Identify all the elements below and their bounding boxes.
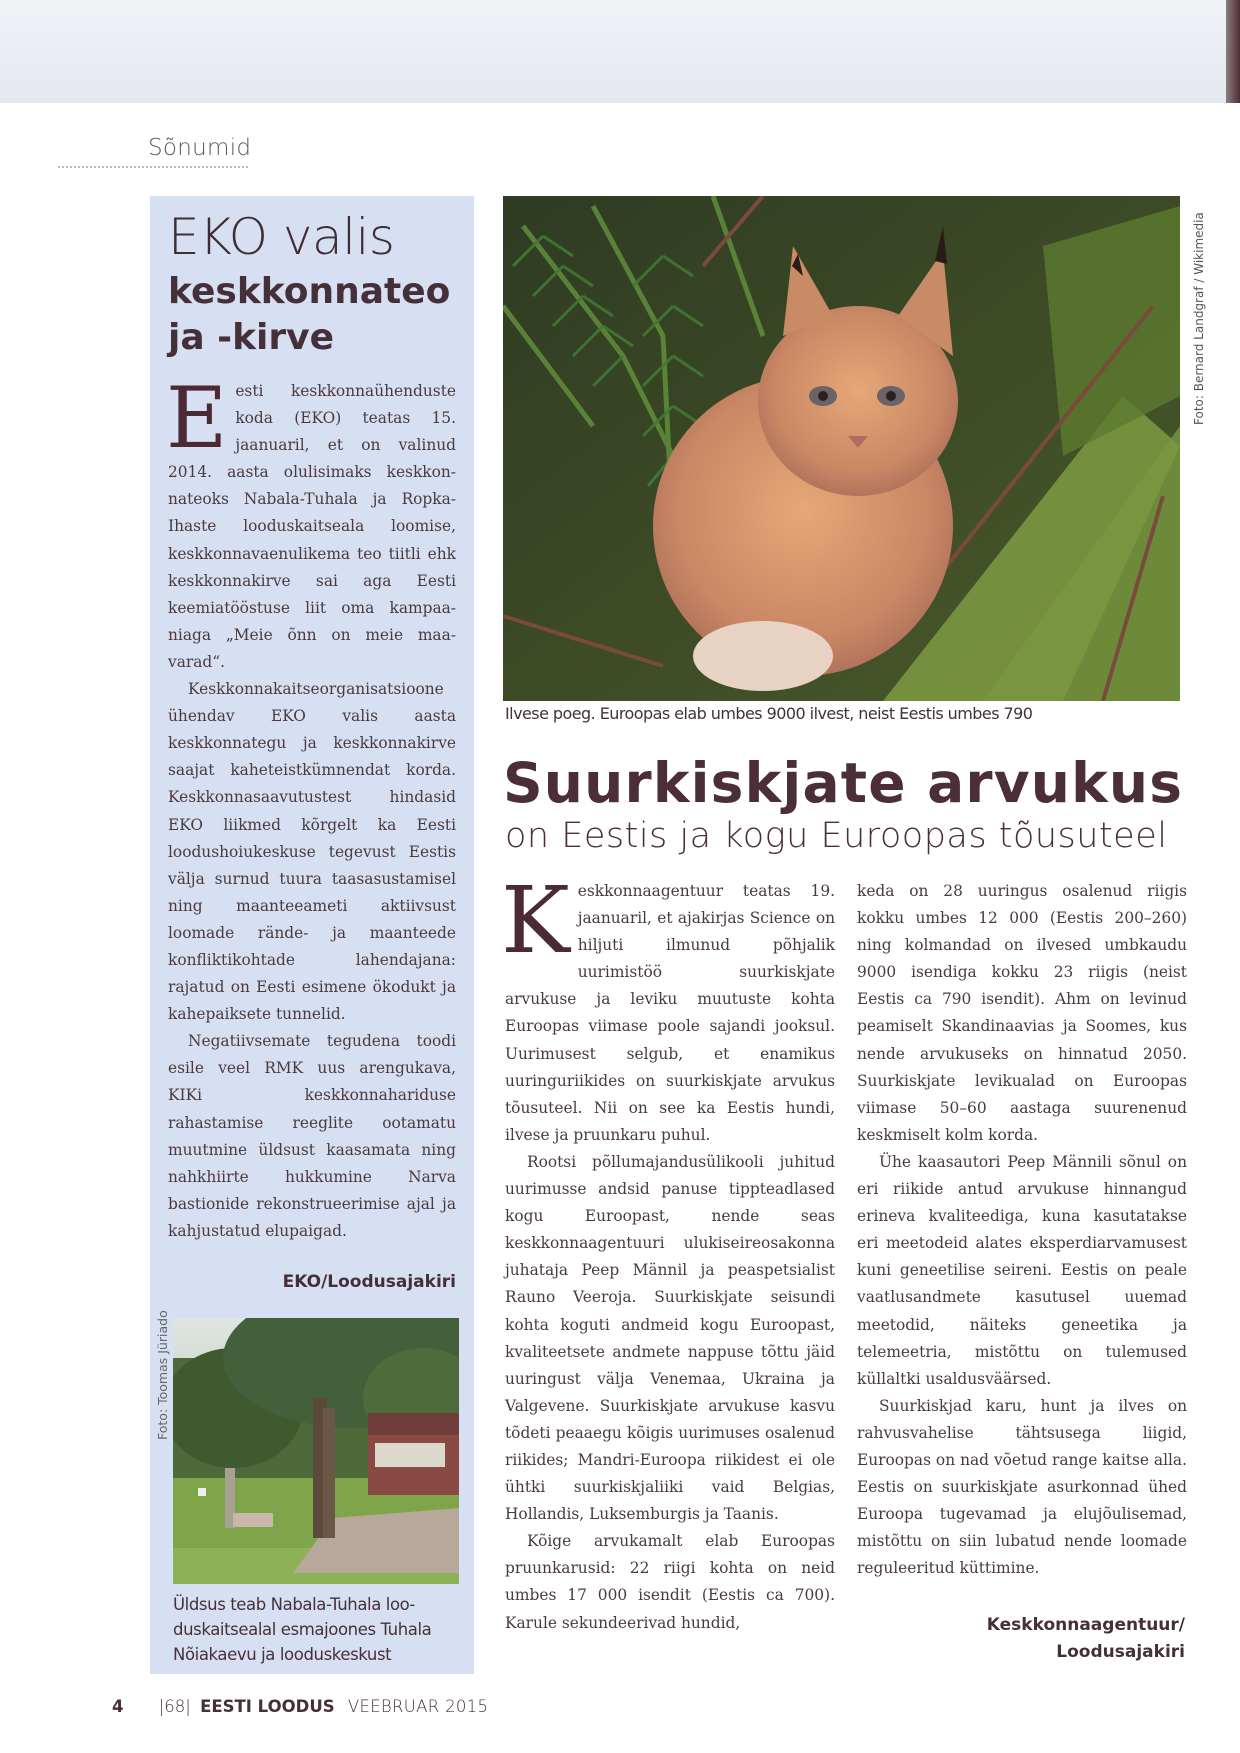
park-photo-image (173, 1318, 459, 1584)
park-photo (173, 1318, 459, 1584)
sidebar-paragraph: Eesti keskkonnaühenduste koda (EKO) teatas 15. jaanuaril, et on valinud 2014. aasta olulisimaks keskkonnateoks Nabala-Tuhala ja Ropka-Ihaste looduskaitseala loomise, keskkonnavaenulikema teo tiitli ehk keskkonnakirve sai aga Eesti keemiatööstuse liit oma kampaaniaga „Meie õnn on meie maavarad“. (166, 369, 456, 671)
article-headline: Suurkiskjate arvukus (503, 751, 1184, 815)
article-signature (857, 1612, 1185, 1666)
sidebar-photo-caption: Üldsus teab Nabala-Tuhala looduskaitsealal esmajoones Tuhala Nõiakaevu ja looduskeskust (173, 1595, 432, 1664)
sidebar-paragraph: Keskkonnakaitseorganisatsioone ühendav EKO valis aasta keskkonnategu ja keskkonnakirve saajat kaheteistkümnendat korda. Keskkonnasaavutustest hindasid EKO liikmed kõrgelt ka Eesti loodushoiukeskuse tegevust Eestis välja surnud tuura taasasustamisel ning maanteeameti aktiivsust loomade rände- ja maanteede konfliktikohtade lahendajana: rajatud on Eesti esimene ökodukt ja kahepaiksete tunnelid. (168, 680, 456, 1024)
main-photo-credit: Foto: Bernard Landgraf / Wikimedia (1192, 212, 1206, 425)
sidebar-signature: EKO/Loodusajakiri (282, 1272, 456, 1292)
sidebar-paragraph: Negatiivsemate tegudena toodi esile veel RMK uus arengukava, KIKi keskkonnahariduse rahastamise reeglite ootamatu muutmine üldsust kaasamata ning nahkhiirte hukkumine Narva bastionide rekonstrueerimise ajal ja kahjustatud elupaigad. (168, 1032, 456, 1240)
page-footer (112, 1697, 488, 1716)
lynx-photo-image (503, 196, 1180, 701)
sidebar-photo-credit: Foto: Toomas Jüriado (155, 1310, 170, 1440)
article-column-1 (501, 867, 835, 1637)
drop-cap: E (166, 369, 228, 467)
signature-line: Loodusajakiri (1056, 1642, 1185, 1662)
article-column-2 (857, 878, 1187, 1582)
signature-line: Keskkonnaagentuur/ (986, 1615, 1185, 1635)
article-paragraph: keda on 28 uuringus osalenud riigis kokku umbes 12 000 (Eestis 200–260) ning kolmandad on ilvesed umbkaudu 9000 isendiga kokku 23 riigis (neist Eestis ca 790 isendit). Ahm on levinud peamiselt Skandinaavias ja Soomes, kus nende arvukuseks on hinnatud 2050. Suurkiskjate levikualad on Euroopas viimase 50–60 aastaga suurenenud keskmiselt kolm korda. (857, 882, 1187, 1144)
scan-background-top (0, 0, 1240, 103)
drop-cap: K (501, 867, 570, 974)
sidebar-title-line: ja -kirve (168, 317, 335, 358)
page-number: 4 (112, 1697, 124, 1716)
issue-date: VEEBRUAR 2015 (347, 1697, 489, 1716)
section-dotted-rule (58, 166, 248, 168)
article-paragraph: Rootsi põllumajandusülikooli juhitud uurimusse andsid panuse tippteadlased kogu Euroopast, nende seas keskkonnaagentuuri ulukiseireosakonna juhataja Peep Männil ja peaspetsialist Rauno Veeroja. Suurkiskjate seisundi kohta koguti andmeid kogu Euroopast, kvaliteetsete andmete nappuse tõttu jäid uuringust välja Venemaa, Ukraina ja Valgevene. Suurkiskjate arvukuse kasvu tõdeti peaaegu kõigis uurimuses osalenud riikides; Mandri-Euroopa riikidest ei ole ühtki suurkiskjaliiki vaid Belgias, Hollandis, Luksemburgis ja Taanis. (505, 1152, 835, 1524)
section-label: Sõnumid (148, 135, 252, 161)
scan-edge-right (1226, 0, 1240, 110)
article-subheadline: on Eestis ja kogu Euroopas tõusuteel (505, 816, 1168, 856)
article-paragraph: Kõige arvukamalt elab Euroopas pruunkarusid: 22 riigi kohta on neid umbes 17 000 isendit (Eestis ca 700). Karule sekundeerivad hundid, (505, 1532, 835, 1632)
sidebar-title-line: keskkonnateo (168, 271, 451, 312)
sidebar-title: EKO valis (168, 208, 395, 266)
article-paragraph: Suurkiskjad karu, hunt ja ilves on rahvusvahelise tähtsusega liigid, Euroopas on nad võetud range kaitse alla. Eestis on suurkiskjate asurkonnad ühed Euroopa tugevamad ja elujõulisemad, mistõttu on siin lubatud nende loomade reguleeritud küttimine. (857, 1396, 1187, 1578)
sidebar-title-bold (168, 269, 450, 361)
main-photo-caption: Ilvese poeg. Euroopas elab umbes 9000 ilvest, neist Eestis umbes 790 (505, 704, 1033, 723)
magazine-name: EESTI LOODUS (200, 1697, 335, 1716)
article-paragraph: Keskkonnaagentuur teatas 19. jaanuaril, et ajakirjas Science on hiljuti ilmunud põhjalik uurimistöö suurkiskjate arvukuse ja leviku muutuste kohta Euroopas viimase poole sajandi jooksul. Uurimusest selgub, et enamikus uuringuriikides on suurkiskjate arvukus tõusuteel. Nii on see ka Eestis hundi, ilvese ja pruunkaru puhul. (501, 867, 835, 1144)
sidebar-article-body (166, 369, 456, 1245)
article-paragraph: Ühe kaasautori Peep Männili sõnul on eri riikide antud arvukuse hinnangud erineva kvaliteediga, kuna kasutatakse eri meetodeid alates eksperdiarvamusest kuni geneetilise seireni. Eestis on peale vaatlusandmete kasutusel uuemad meetodid, näiteks geneetika ja telemeetria, mistõttu on tulemused küllaltki usaldusväärsed. (857, 1152, 1187, 1388)
lynx-photo (503, 196, 1180, 701)
issue-number: |68| (158, 1697, 191, 1716)
